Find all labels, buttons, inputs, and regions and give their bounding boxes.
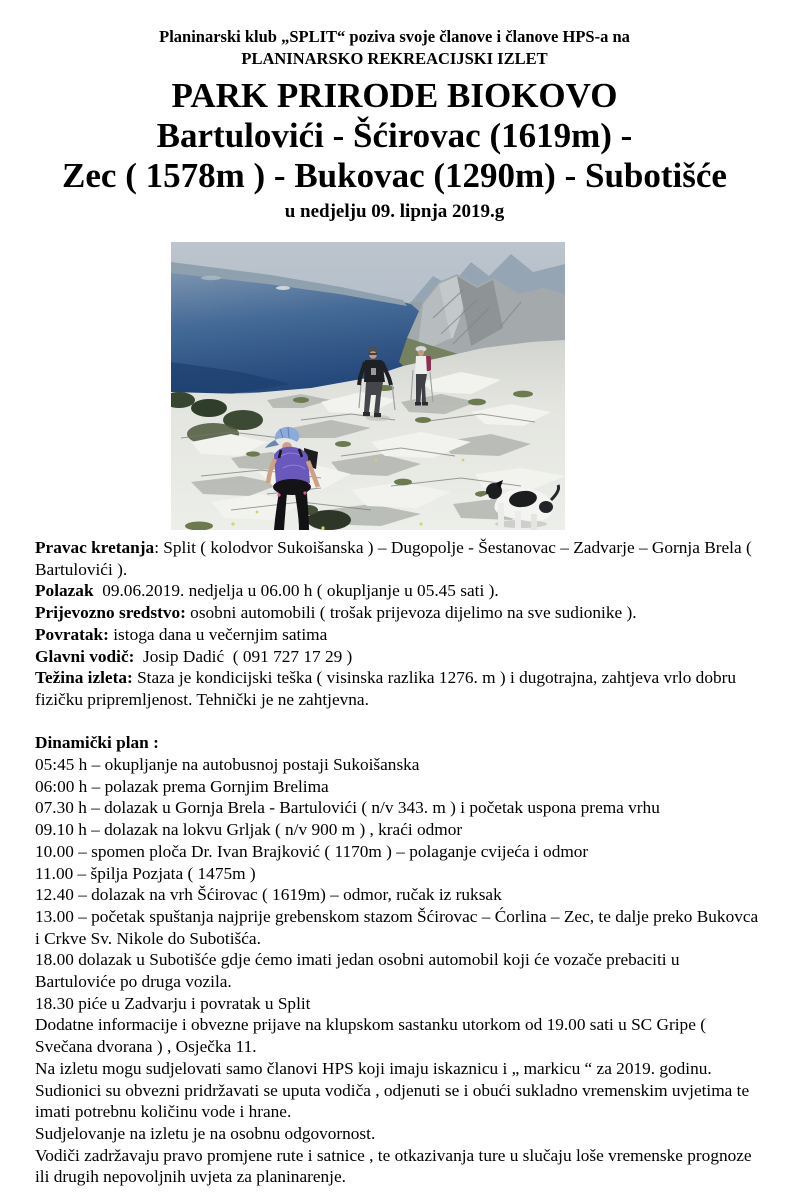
note-paragraph: Na izletu mogu sudjelovati samo članovi HPS koji imaju iskaznicu i „ markicu “ za 2019. godinu.: [35, 1058, 712, 1078]
club-invitation-line: Planinarski klub „SPLIT“ poziva svoje članove i članove HPS-a na: [159, 27, 630, 46]
plan-item: 11.00 – špilja Pozjata ( 1475m ): [35, 863, 256, 883]
plan-list: [35, 754, 761, 1014]
info-label: Glavni vodič:: [35, 646, 135, 666]
info-text: : Split ( kolodvor Sukoišanska ) – Dugopolje - Šestanovac – Zadvarje – Gornja Brela ( Bartulovići ).: [35, 538, 757, 579]
plan-item: 06:00 h – polazak prema Gornjim Brelima: [35, 776, 329, 796]
info-text: osobni automobili ( trošak prijevoza dijelimo na sve sudionike ).: [185, 603, 637, 623]
title-line-3: Zec ( 1578m ) - Bukovac (1290m) - Subotišće: [62, 156, 727, 195]
plan-item: 07.30 h – dolazak u Gornja Brela - Bartulovići ( n/v 343. m ) i početak uspona prema vrhu: [35, 798, 660, 818]
plan-item: 10.00 – spomen ploča Dr. Ivan Brajković ( 1170m ) – polaganje cvijeća i odmor: [35, 841, 589, 861]
title-line-1: PARK PRIRODE BIOKOVO: [171, 76, 618, 115]
note-paragraph: Sudjelovanje na izletu je na osobnu odgovornost.: [35, 1123, 376, 1143]
document-header: [0, 0, 789, 70]
plan-heading: Dinamički plan :: [35, 733, 159, 753]
info-item: [35, 646, 761, 668]
info-label: Polazak: [35, 581, 94, 601]
info-label: Pravac kretanja: [35, 538, 155, 557]
plan-item: 18.00 dolazak u Subotišće gdje ćemo imati jedan osobni automobil koji će vozače prebaciti u Bartuloviće po druga vozila.: [35, 950, 684, 992]
info-label: Povratak:: [35, 624, 109, 644]
info-label: Prijevozno sredstvo:: [35, 603, 186, 623]
info-text: Josip Dadić ( 091 727 17 29 ): [134, 646, 353, 666]
info-text: istoga dana u večernjim satima: [108, 624, 328, 644]
info-item: [35, 602, 761, 624]
info-text: 09.06.2019. nedjelja u 06.00 h ( okupljanje u 05.45 sati ).: [93, 581, 499, 601]
note-paragraph: Vodiči zadržavaju pravo promjene rute i satnice , te otkazivanja ture u slučaju loše vremenske prognoze ili drugih nepovoljnih uvjeta za planinarenje.: [35, 1145, 756, 1187]
mountain-sea-photo-illustration: [171, 242, 565, 530]
trip-photo: [171, 242, 565, 530]
info-label: Težina izleta:: [35, 668, 133, 688]
note-paragraph: Dodatne informacije i obvezne prijave na klupskom sastanku utorkom od 19.00 sati u SC Gripe ( Svečana dvorana ) , Osječka 11.: [35, 1015, 711, 1057]
trip-details: [35, 537, 761, 1188]
plan-item: 09.10 h – dolazak na lokvu Grljak ( n/v 900 m ) , kraći odmor: [35, 820, 463, 840]
info-item: [35, 537, 761, 580]
info-item: [35, 624, 761, 646]
notes-list: [35, 1014, 761, 1188]
note-paragraph: Sudionici su obvezni pridržavati se uputa vodiča , odjenuti se i obući sukladno vremenskim uvjetima te imati potrebnu količinu vode i hrane.: [35, 1080, 754, 1122]
event-type-line: PLANINARSKO REKREACIJSKI IZLET: [241, 49, 548, 68]
plan-item: 13.00 – početak spuštanja najprije grebenskom stazom Šćirovac – Ćorlina – Zec, te dalje preko Bukovca i Crkve Sv. Nikole do Subotišća.: [35, 906, 763, 948]
plan-item: 05:45 h – okupljanje na autobusnoj postaji Sukoišanska: [35, 755, 420, 775]
info-item: [35, 580, 761, 602]
plan-item: 18.30 piće u Zadvarju i povratak u Split: [35, 993, 311, 1013]
info-text: Staza je kondicijski teška ( visinska razlika 1276. m ) i dugotrajna, zahtjeva vrlo dobru fizičku pripremljenost. Tehnički je ne zahtjevna.: [35, 668, 741, 709]
title-line-2: Bartulovići - Šćirovac (1619m) -: [156, 116, 633, 155]
trip-date: u nedjelju 09. lipnja 2019.g: [284, 201, 505, 222]
info-item: [35, 667, 761, 710]
trip-info-list: [35, 537, 761, 711]
trip-title: [0, 76, 789, 196]
plan-item: 12.40 – dolazak na vrh Šćirovac ( 1619m) – odmor, ručak iz ruksak: [35, 885, 502, 905]
